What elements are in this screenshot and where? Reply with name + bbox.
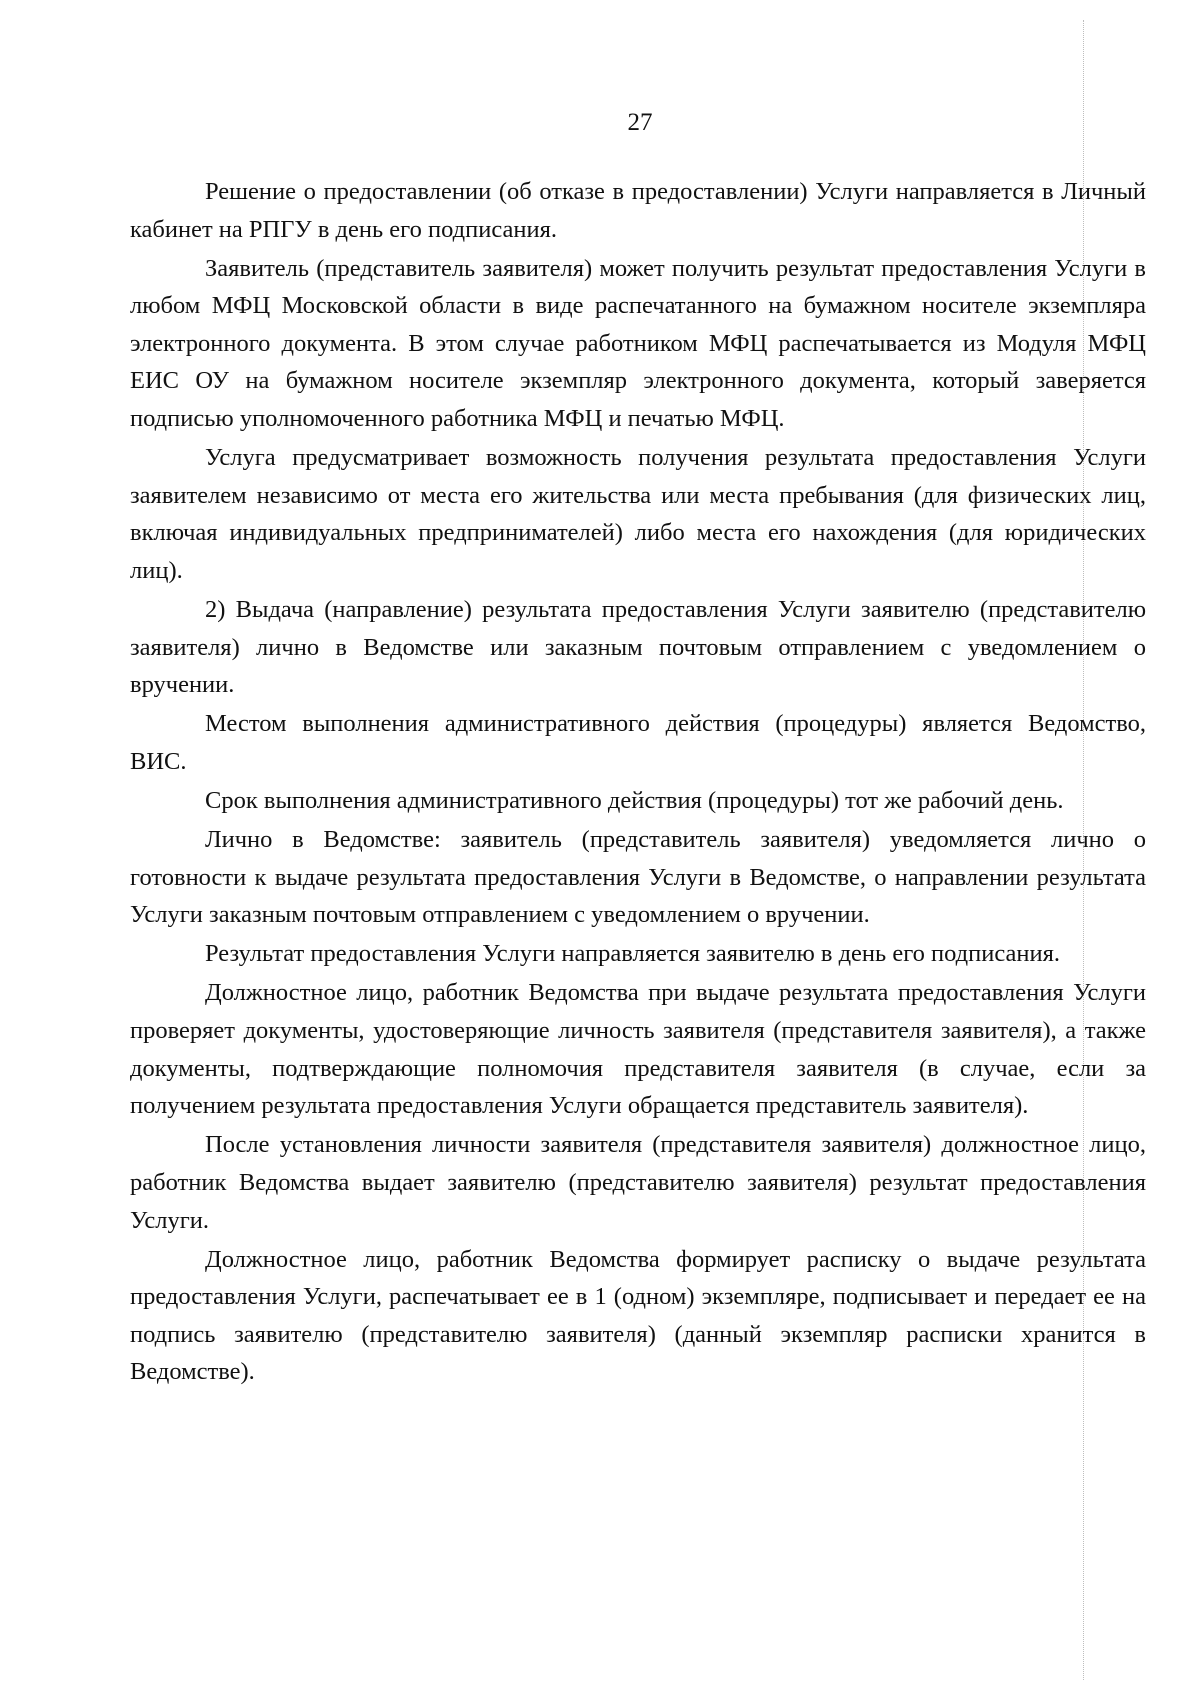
paragraph-place-of-action: Местом выполнения административного действия (процедуры) является Ведомство, ВИС.	[130, 710, 1146, 775]
paragraph-mfc-result: Заявитель (представитель заявителя) может получить результат предоставления Услуги в любом МФЦ Московской области в виде распечатанного на бумажном носителе экземпляра электронного документа. В этом случае работником МФЦ распечатывается из Модуля МФЦ ЕИС ОУ на бумажном носителе экземпляр электронного документа, который заверяется подписью уполномоченного работника МФЦ и печатью МФЦ.	[130, 254, 1146, 433]
paragraph-identity-established: После установления личности заявителя (представителя заявителя) должностное лицо, работник Ведомства выдает заявителю (представителю заявителя) результат предоставления Услуги.	[130, 1131, 1146, 1234]
paragraph-decision-delivery: Решение о предоставлении (об отказе в предоставлении) Услуги направляется в Личный кабинет на РПГУ в день его подписания.	[130, 178, 1146, 243]
paragraph-action-deadline: Срок выполнения административного действия (процедуры) тот же рабочий день.	[205, 787, 1064, 814]
body-text	[130, 173, 1146, 1393]
paragraph-issuance-method: 2) Выдача (направление) результата предоставления Услуги заявителю (представителю заявителя) лично в Ведомстве или заказным почтовым отправлением с уведомлением о вручении.	[130, 596, 1146, 699]
paragraph-in-person-notice: Лично в Ведомстве: заявитель (представитель заявителя) уведомляется лично о готовности к выдаче результата предоставления Услуги в Ведомстве, о направлении результата Услуги заказным почтовым отправлением с уведомлением о вручении.	[130, 826, 1146, 929]
paragraph-document-check: Должностное лицо, работник Ведомства при выдаче результата предоставления Услуги проверяет документы, удостоверяющие личность заявителя (представителя заявителя), а также документы, подтверждающие полномочия представителя заявителя (в случае, если за получением результата предоставления Услуги обращается представитель заявителя).	[130, 979, 1146, 1120]
page-number: 27	[627, 109, 653, 136]
paragraph-result-sent: Результат предоставления Услуги направляется заявителю в день его подписания.	[205, 940, 1061, 968]
paragraph-extraterritorial: Услуга предусматривает возможность получения результата предоставления Услуги заявителем независимо от места его жительства или места пребывания (для физических лиц, включая индивидуальных предпринимателей) либо места его нахождения (для юридических лиц).	[130, 444, 1146, 584]
paragraph-receipt: Должностное лицо, работник Ведомства формирует расписку о выдаче результата предоставления Услуги, распечатывает ее в 1 (одном) экземпляре, подписывает и передает ее на подпись заявителю (представителю заявителя) (данный экземпляр расписки хранится в Ведомстве).	[130, 1245, 1146, 1386]
